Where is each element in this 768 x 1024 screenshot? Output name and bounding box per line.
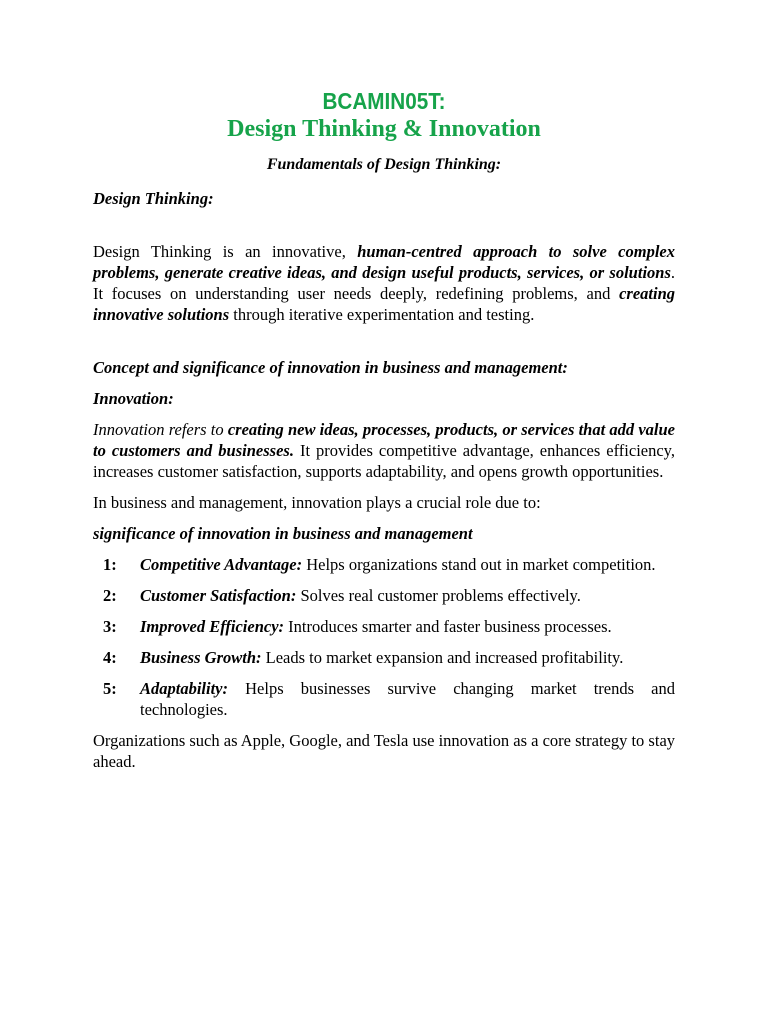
course-code: BCAMIN05T: [322, 88, 446, 114]
business-role-paragraph: In business and management, innovation plays a crucial role due to: [93, 493, 541, 512]
design-thinking-paragraph: Design Thinking is an innovative, human-centred approach to solve complex problems, generate creative ideas, and design useful products, services, or solutions. It focuses on understanding user needs deeply, redefining problems, and creating innovative solutions through iterative experimentation and testing. [93, 242, 675, 324]
design-thinking-heading: Design Thinking: [93, 189, 214, 208]
section-heading: Fundamentals of Design Thinking: [266, 156, 502, 173]
document-body [93, 188, 675, 772]
document-title: Design Thinking & Innovation [227, 116, 541, 142]
significance-list-heading: significance of innovation in business and management [93, 524, 473, 543]
significance-list [93, 554, 675, 720]
innovation-paragraph: Innovation refers to creating new ideas, processes, products, or services that add value to customers and businesses. It provides competitive advantage, enhances efficiency, increases customer satisfaction, supports adaptability, and opens growth opportunities. [93, 420, 675, 481]
closing-paragraph: Organizations such as Apple, Google, and Tesla use innovation as a core strategy to stay ahead. [93, 731, 676, 771]
list-item: 2: Customer Satisfaction: Solves real customer problems effectively. [103, 586, 581, 605]
list-item: 3: Improved Efficiency: Introduces smarter and faster business processes. [103, 617, 612, 636]
list-item: 4: Business Growth: Leads to market expansion and increased profitability. [103, 648, 624, 667]
concept-heading: Concept and significance of innovation in business and management: [93, 358, 568, 377]
innovation-heading: Innovation: [93, 389, 174, 408]
list-item: 5: Adaptability: Helps businesses survive changing market trends and technologies. [103, 679, 675, 719]
list-item: 1: Competitive Advantage: Helps organizations stand out in market competition. [103, 555, 656, 574]
